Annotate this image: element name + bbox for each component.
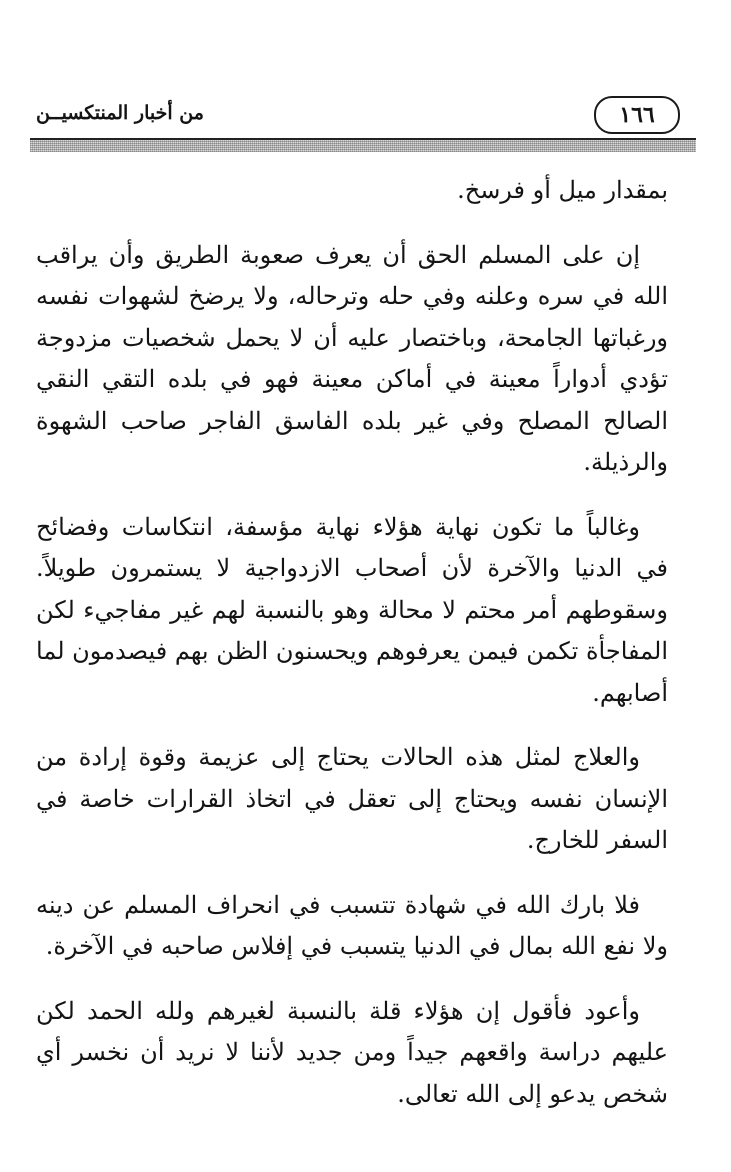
paragraph: وغالباً ما تكون نهاية هؤلاء نهاية مؤسفة، انتكاسات وفضائح في الدنيا والآخرة لأن أصحاب الازدواجية لا يستمرون طويلاً. وسقوطهم أمر محتم لا محالة وهو بالنسبة لهم غير مفاجيء لكن المفاجأة تكمن فيمن يعرفوهم ويحسنون الظن بهم فيصدمون لما أصابهم. bbox=[36, 512, 668, 707]
page-number-text: ١٦٦ bbox=[619, 102, 655, 128]
page-body bbox=[36, 170, 668, 1138]
paragraph: والعلاج لمثل هذه الحالات يحتاج إلى عزيمة وقوة إرادة من الإنسان نفسه ويحتاج إلى تعقل في اتخاذ القرارات خاصة في السفر للخارج. bbox=[36, 743, 669, 854]
paragraph: إن على المسلم الحق أن يعرف صعوبة الطريق وأن يراقب الله في سره وعلنه وفي حله وترحاله، ولا يرضخ لشهوات نفسه ورغباتها الجامحة، وباختصار عليه أن لا يحمل شخصيات مزدوجة تؤدي أدواراً معينة في أماكن معينة فهو في بلده التقي النقي الصالح المصلح وفي غير بلده الفاسق الفاجر صاحب الشهوة والرذيلة. bbox=[36, 240, 668, 476]
paragraph: فلا بارك الله في شهادة تتسبب في انحراف المسلم عن دينه ولا نفع الله بمال في الدنيا يتسبب في إفلاس صاحبه في الآخرة. bbox=[36, 890, 668, 960]
page-number bbox=[594, 96, 680, 134]
page-header bbox=[30, 96, 696, 140]
running-title: من أخبار المنتكسيــن bbox=[36, 102, 204, 124]
paragraph-continuation: بمقدار ميل أو فرسخ. bbox=[457, 176, 668, 204]
paragraph: وأعود فأقول إن هؤلاء قلة بالنسبة لغيرهم ولله الحمد لكن عليهم دراسة واقعهم جيداً ومن جديد لأننا لا نريد أن نخسر أي شخص يدعو إلى الله تعالى. bbox=[36, 996, 668, 1108]
header-divider bbox=[30, 138, 696, 152]
